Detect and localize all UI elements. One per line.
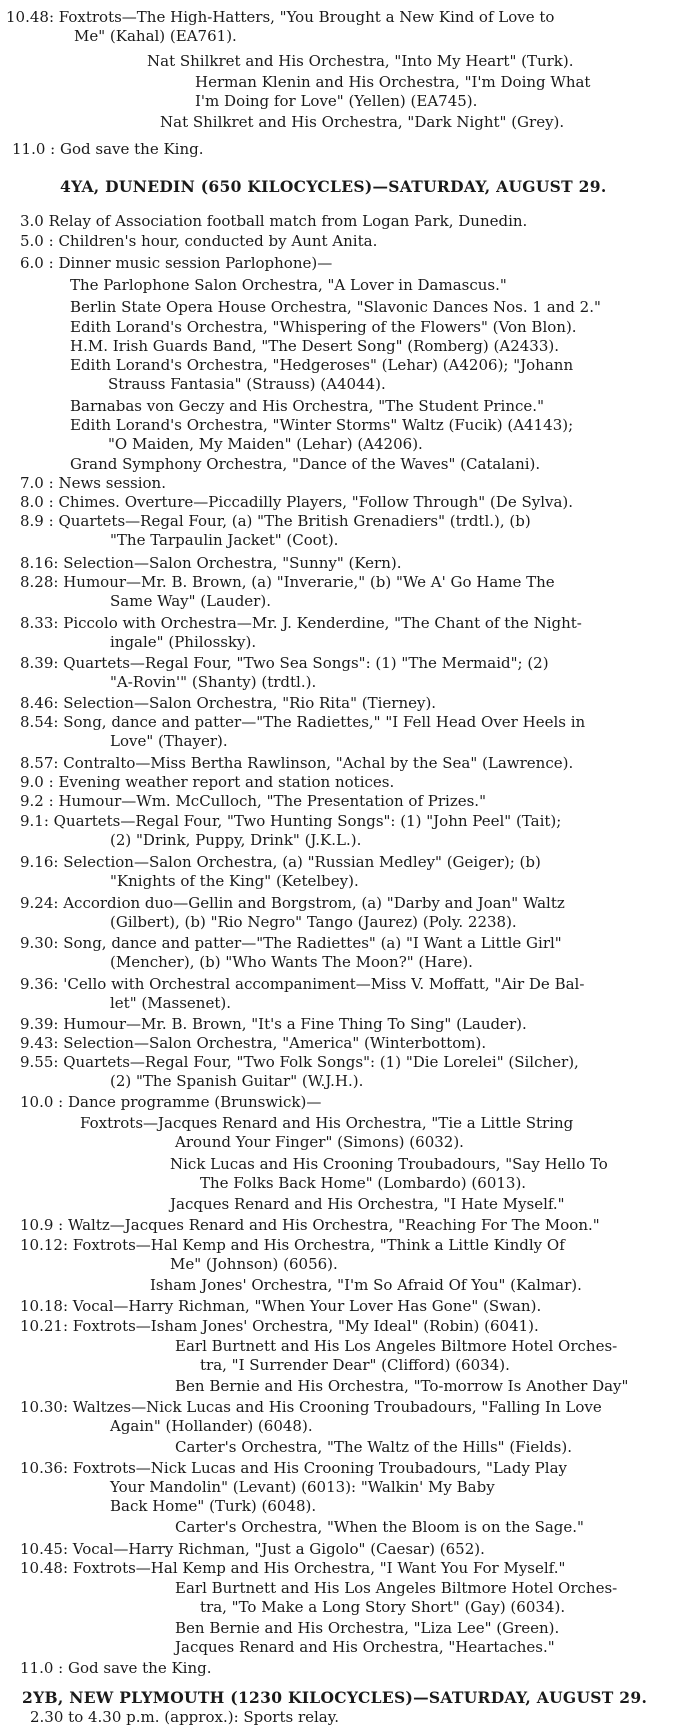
top-entry-line: I'm Doing for Love" (Yellen) (EA745). [195, 92, 478, 110]
programme-line: Barnabas von Geczy and His Orchestra, "The Student Prince." [70, 397, 544, 415]
programme-line: (2) "The Spanish Guitar" (W.J.H.). [110, 1072, 364, 1090]
programme-line: (Gilbert), (b) "Rio Negro" Tango (Jaurez) (Poly. 2238). [110, 913, 517, 931]
programme-line: 9.2 : Humour—Wm. McCulloch, "The Presentation of Prizes." [20, 792, 486, 810]
programme-line: (Mencher), (b) "Who Wants The Moon?" (Hare). [110, 953, 473, 971]
programme-line: 5.0 : Children's hour, conducted by Aunt Anita. [20, 232, 378, 250]
programme-line: The Folks Back Home" (Lombardo) (6013). [200, 1174, 527, 1192]
programme-line: Back Home" (Turk) (6048). [110, 1497, 317, 1515]
programme-line: 8.54: Song, dance and patter—"The Radiettes," "I Fell Head Over Heels in [20, 713, 586, 731]
programme-line: 10.45: Vocal—Harry Richman, "Just a Gigolo" (Caesar) (652). [20, 1540, 485, 1558]
programme-line: 10.30: Waltzes—Nick Lucas and His Crooning Troubadours, "Falling In Love [20, 1398, 602, 1416]
programme-line: 8.16: Selection—Salon Orchestra, "Sunny" (Kern). [20, 554, 402, 572]
programme-line: Jacques Renard and His Orchestra, "Heartaches." [175, 1638, 555, 1656]
programme-line: tra, "I Surrender Dear" (Clifford) (6034). [200, 1356, 510, 1374]
station-heading-4ya: 4YA, DUNEDIN (650 KILOCYCLES)—SATURDAY, AUGUST 29. [60, 177, 607, 196]
programme-line: (2) "Drink, Puppy, Drink" (J.K.L.). [110, 831, 362, 849]
top-entry-line: Me" (Kahal) (EA761). [74, 27, 237, 45]
programme-line: Strauss Fantasia" (Strauss) (A4044). [108, 375, 386, 393]
programme-line: 10.36: Foxtrots—Nick Lucas and His Crooning Troubadours, "Lady Play [20, 1459, 567, 1477]
programme-line: "The Tarpaulin Jacket" (Coot). [110, 531, 339, 549]
programme-line: 8.28: Humour—Mr. B. Brown, (a) "Inverarie," (b) "We A' Go Hame The [20, 573, 555, 591]
programme-line: 9.0 : Evening weather report and station notices. [20, 773, 395, 791]
programme-line: Carter's Orchestra, "The Waltz of the Hills" (Fields). [175, 1438, 572, 1456]
programme-line: Again" (Hollander) (6048). [110, 1417, 313, 1435]
programme-line: 3.0 Relay of Association football match from Logan Park, Dunedin. [20, 212, 528, 230]
programme-line: 6.0 : Dinner music session Parlophone)— [20, 254, 333, 272]
programme-line: 9.55: Quartets—Regal Four, "Two Folk Songs": (1) "Die Lorelei" (Silcher), [20, 1053, 579, 1071]
programme-line: 9.1: Quartets—Regal Four, "Two Hunting Songs": (1) "John Peel" (Tait); [20, 812, 562, 830]
programme-line: 9.36: 'Cello with Orchestral accompaniment—Miss V. Moffatt, "Air De Bal- [20, 975, 585, 993]
programme-line: Foxtrots—Jacques Renard and His Orchestra, "Tie a Little String [80, 1114, 574, 1132]
programme-line: ingale" (Philossky). [110, 633, 257, 651]
programme-line: Edith Lorand's Orchestra, "Winter Storms" Waltz (Fucik) (A4143); [70, 416, 574, 434]
programme-line: Earl Burtnett and His Los Angeles Biltmore Hotel Orches- [175, 1337, 618, 1355]
programme-line: 9.16: Selection—Salon Orchestra, (a) "Russian Medley" (Geiger); (b) [20, 853, 541, 871]
programme-line: 9.43: Selection—Salon Orchestra, "America" (Winterbottom). [20, 1034, 487, 1052]
programme-line: 10.0 : Dance programme (Brunswick)— [20, 1093, 322, 1111]
programme-line: 10.21: Foxtrots—Isham Jones' Orchestra, "My Ideal" (Robin) (6041). [20, 1317, 539, 1335]
programme-line: 10.9 : Waltz—Jacques Renard and His Orchestra, "Reaching For The Moon." [20, 1216, 600, 1234]
programme-line: 8.57: Contralto—Miss Bertha Rawlinson, "Achal by the Sea" (Lawrence). [20, 754, 574, 772]
programme-line: let" (Massenet). [110, 994, 231, 1012]
programme-line: "Knights of the King" (Ketelbey). [110, 872, 359, 890]
programme-line: Nick Lucas and His Crooning Troubadours, "Say Hello To [170, 1155, 608, 1173]
programme-line: The Parlophone Salon Orchestra, "A Lover in Damascus." [70, 276, 507, 294]
programme-line: 8.9 : Quartets—Regal Four, (a) "The British Grenadiers" (trdtl.), (b) [20, 512, 531, 530]
programme-line: Earl Burtnett and His Los Angeles Biltmore Hotel Orches- [175, 1579, 618, 1597]
top-entry-line: 10.48: Foxtrots—The High-Hatters, "You Brought a New Kind of Love to [6, 8, 555, 26]
programme-line: 8.0 : Chimes. Overture—Piccadilly Players, "Follow Through" (De Sylva). [20, 493, 574, 511]
programme-line: 8.46: Selection—Salon Orchestra, "Rio Rita" (Tierney). [20, 694, 437, 712]
station-heading-2yb: 2YB, NEW PLYMOUTH (1230 KILOCYCLES)—SATURDAY, AUGUST 29. [22, 1688, 648, 1707]
programme-line: 7.0 : News session. [20, 474, 166, 492]
programme-line: Ben Bernie and His Orchestra, "To-morrow Is Another Day" [175, 1377, 629, 1395]
programme-line: "A-Rovin'" (Shanty) (trdtl.). [110, 673, 317, 691]
programme-line: tra, "To Make a Long Story Short" (Gay) (6034). [200, 1598, 566, 1616]
programme-line: 8.39: Quartets—Regal Four, "Two Sea Songs": (1) "The Mermaid"; (2) [20, 654, 549, 672]
programme-line: Isham Jones' Orchestra, "I'm So Afraid Of You" (Kalmar). [150, 1276, 582, 1294]
programme-line: 8.33: Piccolo with Orchestra—Mr. J. Kenderdine, "The Chant of the Night- [20, 614, 582, 632]
programme-line: 9.24: Accordion duo—Gellin and Borgstrom, (a) "Darby and Joan" Waltz [20, 894, 565, 912]
programme-line: Ben Bernie and His Orchestra, "Liza Lee" (Green). [175, 1619, 560, 1637]
programme-line: 11.0 : God save the King. [20, 1659, 212, 1677]
top-entry-line: Nat Shilkret and His Orchestra, "Into My Heart" (Turk). [147, 52, 574, 70]
programme-line: 10.18: Vocal—Harry Richman, "When Your Lover Has Gone" (Swan). [20, 1297, 542, 1315]
programme-line: Berlin State Opera House Orchestra, "Slavonic Dances Nos. 1 and 2." [70, 298, 601, 316]
programme-line: 10.48: Foxtrots—Hal Kemp and His Orchestra, "I Want You For Myself." [20, 1559, 566, 1577]
top-entry-line: Nat Shilkret and His Orchestra, "Dark Night" (Grey). [160, 113, 565, 131]
programme-line: Same Way" (Lauder). [110, 592, 271, 610]
programme-line: H.M. Irish Guards Band, "The Desert Song" (Romberg) (A2433). [70, 337, 559, 355]
programme-line: Grand Symphony Orchestra, "Dance of the Waves" (Catalani). [70, 455, 541, 473]
programme-line: 9.30: Song, dance and patter—"The Radiettes" (a) "I Want a Little Girl" [20, 934, 562, 952]
programme-line-2yb: 2.30 to 4.30 p.m. (approx.): Sports relay. [30, 1708, 340, 1726]
programme-line: Jacques Renard and His Orchestra, "I Hate Myself." [170, 1195, 565, 1213]
programme-line: Your Mandolin" (Levant) (6013): "Walkin' My Baby [110, 1478, 495, 1496]
programme-line: Me" (Johnson) (6056). [170, 1255, 338, 1273]
programme-line: Around Your Finger" (Simons) (6032). [175, 1133, 464, 1151]
programme-line: 10.12: Foxtrots—Hal Kemp and His Orchestra, "Think a Little Kindly Of [20, 1236, 565, 1254]
programme-line: Carter's Orchestra, "When the Bloom is on the Sage." [175, 1518, 584, 1536]
programme-line: 9.39: Humour—Mr. B. Brown, "It's a Fine Thing To Sing" (Lauder). [20, 1015, 527, 1033]
top-entry-line: Herman Klenin and His Orchestra, "I'm Doing What [195, 73, 591, 91]
programme-line: Edith Lorand's Orchestra, "Whispering of the Flowers" (Von Blon). [70, 318, 577, 336]
programme-line: Edith Lorand's Orchestra, "Hedgeroses" (Lehar) (A4206); "Johann [70, 356, 574, 374]
top-entry-line: 11.0 : God save the King. [12, 140, 204, 158]
programme-line: Love" (Thayer). [110, 732, 228, 750]
programme-line: "O Maiden, My Maiden" (Lehar) (A4206). [108, 435, 423, 453]
